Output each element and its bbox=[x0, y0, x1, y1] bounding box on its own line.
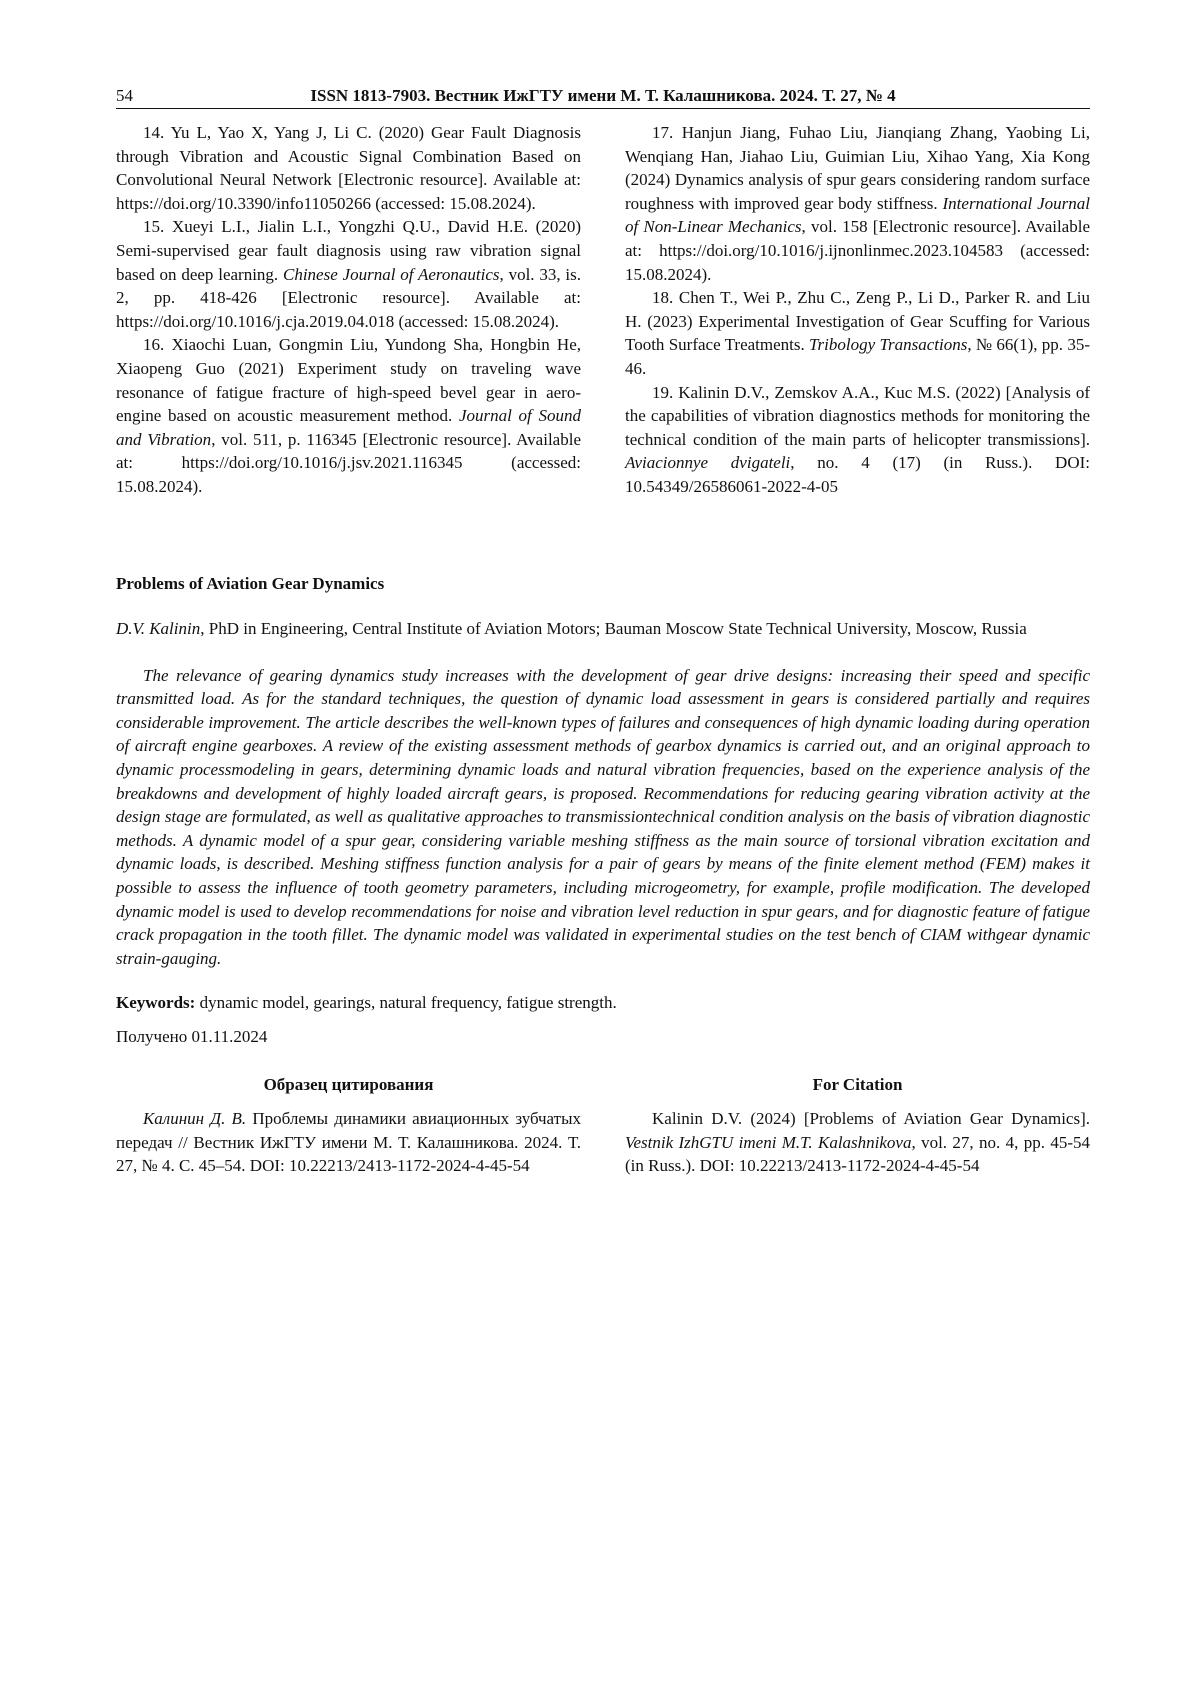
reference-number: 16. bbox=[143, 335, 164, 354]
running-head bbox=[116, 82, 1090, 109]
reference-text: Hanjun Jiang, Fuhao Liu, Jianqiang Zhang, Yaobing Li, Wenqiang Han, Jiahao Liu, Guimian Liu, Xihao Yang, Xia Kong (2024) Dynamics analysis of spur gears considering random surface roughness with improved gear body stiffness. bbox=[625, 123, 1090, 213]
citation-en-heading: For Citation bbox=[625, 1073, 1090, 1097]
reference-text: Yu L, Yao X, Yang J, Li C. (2020) Gear Fault Diagnosis through Vibration and Acoustic Signal Combination Based on Convolutional Neural Network [Electronic resource]. Available at: https://doi.org/10.3390/info11050266 (accessed: 15.08.2024). bbox=[116, 123, 581, 213]
citation-russian bbox=[116, 1073, 581, 1177]
reference-journal: Chinese Journal of Aeronautics bbox=[283, 265, 500, 284]
citation-en-details: , vol. 27, no. 4, pp. 45-54 (in Russ.). DOI: 10.22213/2413-1172-2024-4-45-54 bbox=[625, 1133, 1090, 1176]
reference-details: , vol. 33, is. 2, pp. 418-426 [Electronic resource]. Available at: https://doi.org/10.1016/j.cja.2019.04.018 (accessed: 15.08.2024). bbox=[116, 265, 581, 331]
journal-header: ISSN 1813-7903. Вестник ИжГТУ имени М. Т. Калашникова. 2024. Т. 27, № 4 bbox=[116, 86, 1090, 106]
author-line bbox=[116, 617, 1090, 641]
reference-text: Xiaochi Luan, Gongmin Liu, Yundong Sha, Hongbin He, Xiaopeng Guo (2021) Experiment study on traveling wave resonance of fatigue fracture of high-speed bevel gear in aero-engine based on acoustic measurement method. bbox=[116, 335, 581, 425]
reference-18 bbox=[625, 286, 1090, 380]
reference-journal: Tribology Transactions bbox=[809, 335, 967, 354]
reference-details: , vol. 511, p. 116345 [Electronic resource]. Available at: https://doi.org/10.1016/j.jsv.2021.116345 (accessed: 15.08.2024). bbox=[116, 430, 581, 496]
reference-journal: Aviacionnye dvigateli bbox=[625, 453, 790, 472]
reference-19 bbox=[625, 381, 1090, 499]
page-number: 54 bbox=[116, 86, 133, 106]
reference-journal: Journal of Sound and Vibration bbox=[116, 406, 581, 449]
citation-english bbox=[625, 1073, 1090, 1177]
reference-journal: International Journal of Non-Linear Mechanics bbox=[625, 194, 1090, 237]
citation-ru-body: Проблемы динамики авиационных зубчатых передач // Вестник ИжГТУ имени М. Т. Калашникова. 2024. Т. 27, № 4. С. 45–54. DOI: 10.22213/2413-1172-2024-4-45-54 bbox=[116, 1109, 581, 1175]
citation-en-journal: Vestnik IzhGTU imeni M.T. Kalashnikova bbox=[625, 1133, 911, 1152]
references-left-column bbox=[116, 121, 581, 499]
keywords-list: dynamic model, gearings, natural frequency, fatigue strength. bbox=[195, 993, 616, 1012]
reference-text: Chen T., Wei P., Zhu C., Zeng P., Li D., Parker R. and Liu H. (2023) Experimental Investigation of Gear Scuffing for Various Tooth Surface Treatments. bbox=[625, 288, 1090, 354]
keywords-line bbox=[116, 993, 1090, 1013]
reference-details: , vol. 158 [Electronic resource]. Available at: https://doi.org/10.1016/j.ijnonlinmec.2023.104583 (accessed: 15.08.2024). bbox=[625, 217, 1090, 283]
reference-14 bbox=[116, 121, 581, 215]
reference-details: , no. 4 (17) (in Russ.). DOI: 10.54349/26586061-2022-4-05 bbox=[625, 453, 1090, 496]
abstract: The relevance of gearing dynamics study increases with the development of gear drive designs: increasing their speed and specific transmitted load. As for the standard techniques, the question of dynamic load assessment in gears is considered partially and requires considerable improvement. The article describes the well-known types of failures and consequences of high dynamic loading during operation of aircraft engine gearboxes. A review of the existing assessment methods of gearbox dynamics is carried out, and an original approach to dynamic processmodeling in gears, determining dynamic loads and natural vibration frequencies, based on the experience analysis of the breakdowns and development of highly loaded aircraft gears, is proposed. Recommendations for reducing gearing vibration activity at the design stage are formulated, as well as qualitative approaches to transmissiontechnical condition analysis on the basis of vibration diagnostic methods. A dynamic model of a spur gear, considering variable meshing stiffness as the main source of torsional vibration excitation and dynamic loads, is described. Meshing stiffness function analysis for a pair of gears by means of the finite element method (FEM) makes it possible to assess the influence of tooth geometry parameters, including microgeometry, for example, profile modification. The developed dynamic model is used to develop recommendations for noise and vibration level reduction in spur gears, and for diagnostic feature of fatigue crack propagation in the tooth fillet. The dynamic model was validated in experimental studies on the test bench of CIAM withgear dynamic strain-gauging. bbox=[116, 664, 1090, 971]
reference-number: 14. bbox=[143, 123, 164, 142]
reference-15 bbox=[116, 215, 581, 333]
reference-number: 18. bbox=[652, 288, 673, 307]
citation-block bbox=[116, 1073, 1090, 1233]
citation-en-body: Kalinin D.V. (2024) [Problems of Aviation Gear Dynamics]. bbox=[652, 1109, 1090, 1128]
reference-number: 17. bbox=[652, 123, 673, 142]
received-date: Получено 01.11.2024 bbox=[116, 1027, 1090, 1047]
reference-text: Kalinin D.V., Zemskov A.A., Kuc M.S. (2022) [Analysis of the capabilities of vibration diagnostics methods for monitoring the technical condition of the main parts of helicopter transmissions]. bbox=[625, 383, 1090, 449]
citation-ru-heading: Образец цитирования bbox=[116, 1073, 581, 1097]
references-right-column bbox=[625, 121, 1090, 499]
reference-number: 15. bbox=[143, 217, 164, 236]
citation-ru-text bbox=[116, 1107, 581, 1178]
author-name: D.V. Kalinin bbox=[116, 619, 200, 638]
reference-17 bbox=[625, 121, 1090, 286]
references-columns bbox=[116, 121, 1090, 552]
reference-16 bbox=[116, 333, 581, 498]
reference-details: , № 66(1), pp. 35-46. bbox=[625, 335, 1090, 378]
reference-text: Xueyi L.I., Jialin L.I., Yongzhi Q.U., David H.E. (2020) Semi-supervised gear fault diagnosis using raw vibration signal based on deep learning. bbox=[116, 217, 581, 283]
author-affiliation: , PhD in Engineering, Central Institute of Aviation Motors; Bauman Moscow State Technical University, Moscow, Russia bbox=[200, 619, 1027, 638]
citation-ru-author: Калинин Д. В. bbox=[143, 1109, 246, 1128]
citation-en-text bbox=[625, 1107, 1090, 1178]
journal-page bbox=[116, 82, 1090, 1233]
keywords-label: Keywords: bbox=[116, 993, 195, 1012]
reference-number: 19. bbox=[652, 383, 673, 402]
article-title: Problems of Aviation Gear Dynamics bbox=[116, 574, 1090, 594]
